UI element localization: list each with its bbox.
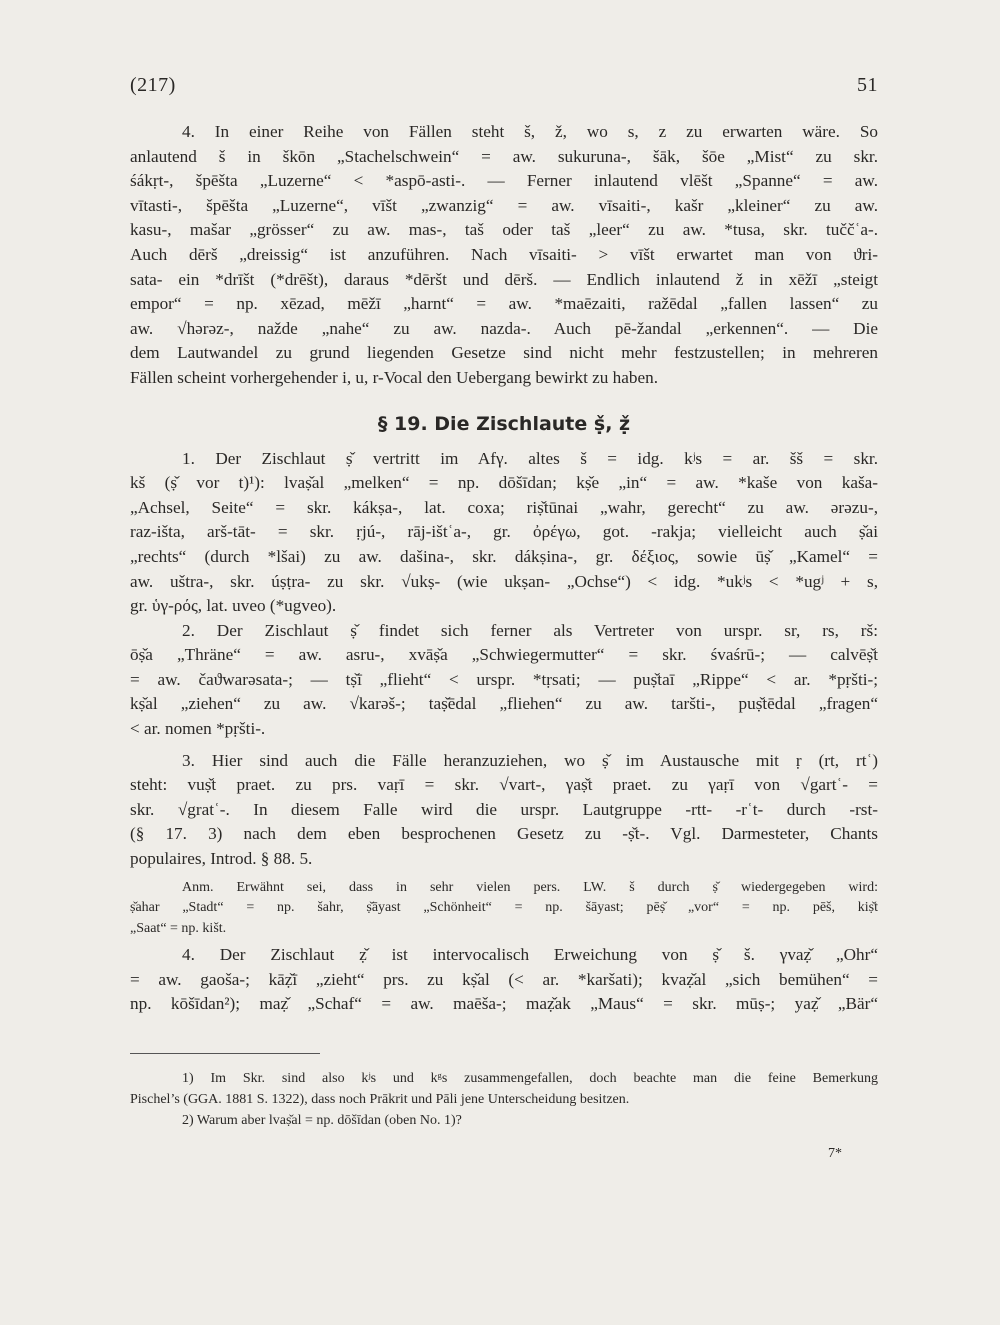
section-3 xyxy=(130,749,878,872)
text-line: aw. √hərəz-, nažde „nahe“ zu aw. nazda-. Auch pē-žandal „erkennen“. — Die xyxy=(130,318,878,338)
text-line: dem Lautwandel zu grund liegenden Gesetze sind nicht mehr festzustellen; in mehreren xyxy=(130,343,878,363)
text-line: 4. Der Zischlaut ẓ̌ ist intervocalisch Erweichung von ṣ̌ š. γvaẓ̌ „Ohr“ xyxy=(182,945,878,965)
main-text xyxy=(130,120,878,1017)
footnotes xyxy=(130,1068,878,1131)
footnote-divider xyxy=(130,1053,320,1054)
text-line: śákṛt-, špēšta „Luzerne“ < *aspō-asti-. — Ferner inlautend vlēšt „Spanne“ = aw. xyxy=(130,171,878,191)
signature-mark: 7* xyxy=(828,1146,842,1161)
text-line: kṣ̌al „ziehen“ zu aw. √karəš-; taṣ̌ēdal „fliehen“ zu aw. taršti-, puṣ̌tēdal „fragen“ xyxy=(130,694,878,714)
text-line: 2. Der Zischlaut ṣ̌ findet sich ferner als Vertreter von urspr. sr, rs, rš: xyxy=(182,620,878,640)
text-line: raz-išta, arš-tāt- = skr. ṛjú-, rāj-ištʿa-, gr. ὀρέγω, got. -rakja; vielleicht auch ṣ̌ai xyxy=(130,522,878,542)
text-line: kasu-, mašar „grösser“ zu aw. mas-, taš oder taš „leer“ zu aw. *tusa, skr. tuččʿa-. xyxy=(130,220,878,240)
section-1 xyxy=(130,447,878,619)
section-title: § 19. Die Zischlaute ṣ̌, ẓ̌ xyxy=(377,412,631,435)
footnote-line: 2) Warum aber lvaṣ̌al = np. dōšīdan (oben No. 1)? xyxy=(182,1113,462,1128)
text-line: gr. ὑγ-ρός, lat. uveo (*ugveo). xyxy=(130,596,337,616)
text-line: „Saat“ = np. kišt. xyxy=(130,920,227,936)
page-ref: (217) xyxy=(130,74,176,96)
text-line: (§ 17. 3) nach dem eben besprochenen Gesetz zu -ṣ̌t-. Vgl. Darmesteter, Chants xyxy=(130,824,878,844)
text-line: ōṣ̌a „Thräne“ = aw. asru-, xvāṣ̌a „Schwiegermutter“ = skr. śvaśrū-; — calvēṣ̌t xyxy=(130,645,878,665)
text-line: anlautend š in škōn „Stachelschwein“ = aw. sukuruna-, šāk, šōe „Mist“ zu skr. xyxy=(130,146,878,166)
text-line: Fällen scheint vorhergehender i, u, r-Vocal den Uebergang bewirkt zu haben. xyxy=(130,367,658,387)
text-line: sata- ein *drīšt (*drēšt), daraus *dēršt und dērš. — Endlich inlautend ž in xēžī „steigt xyxy=(130,269,878,289)
footnote-line: Pischel’s (GGA. 1881 S. 1322), dass noch Prākrit und Pāli jene Unterscheidung besitzen. xyxy=(130,1092,630,1107)
text-line: kš (ṣ̌ vor t)¹): lvaṣ̌al „melken“ = np. dōšīdan; kṣ̌e „in“ = aw. *kaše von kaša- xyxy=(130,473,878,493)
text-line: aw. uštra-, skr. úṣṭra- zu skr. √ukṣ- (wie ukṣan- „Ochse“) < idg. *ukʲs < *ugʲ + s, xyxy=(130,571,878,591)
text-line: „Achsel, Seite“ = skr. kákṣa-, lat. coxa; riṣ̌tūnai „wahr, gerecht“ zu aw. ərəzu-, xyxy=(130,497,878,517)
text-line: np. kōšīdan²); maẓ̌ „Schaf“ = aw. maēša-; maẓ̌ak „Maus“ = skr. mūṣ-; yaẓ̌ „Bär“ xyxy=(130,994,878,1014)
page-header xyxy=(130,74,878,97)
text-line: populaires, Introd. § 88. 5. xyxy=(130,849,313,869)
text-line: < ar. nomen *pṛšti-. xyxy=(130,719,266,739)
section-4 xyxy=(130,943,878,1017)
footnote-line: 1) Im Skr. sind also kʲs und kᵍs zusammengefallen, doch beachte man die feine Bemerkung xyxy=(182,1071,878,1086)
text-line: „rechts“ (durch *lšai) zu aw. dašina-, skr. dákṣina-, gr. δέξιος, sowie ūṣ̌ „Kamel“ = xyxy=(130,546,878,566)
section-2 xyxy=(130,619,878,742)
text-line: steht: vuṣ̌t praet. zu prs. vaṛī = skr. √vart-, γaṣ̌t praet. zu γaṛī von √gartʿ- = xyxy=(130,775,878,795)
page-number: 51 xyxy=(857,74,878,96)
text-line: 3. Hier sind auch die Fälle heranzuziehen, wo ṣ̌ im Austausche mit ṛ (rt, rtʿ) xyxy=(182,750,878,770)
text-line: = aw. gaoša-; kāẓ̌ī „zieht“ prs. zu kṣ̌al (< ar. *karšati); kvaẓ̌al „sich bemühen“ = xyxy=(130,969,878,989)
annotation-note xyxy=(130,878,878,940)
paragraph-4 xyxy=(130,120,878,391)
text-line: ṣ̌ahar „Stadt“ = np. šahr, ṣ̌āyast „Schönheit“ = np. šāyast; pēṣ̌ „vor“ = np. pēš, kiṣ̌t xyxy=(130,900,878,916)
text-line: Anm. Erwähnt sei, dass in sehr vielen pers. LW. š durch ṣ̌ wiedergegeben wird: xyxy=(182,879,878,895)
text-line: 4. In einer Reihe von Fällen steht š, ž, wo s, z zu erwarten wäre. So xyxy=(182,122,878,141)
text-line: Auch dērš „dreissig“ ist anzuführen. Nach vīsaiti- > vīšt erwartet man von ϑri- xyxy=(130,244,878,264)
text-line: skr. √gratʿ-. In diesem Falle wird die urspr. Lautgruppe -rtt- -rʿt- durch -rst- xyxy=(130,799,878,819)
text-line: 1. Der Zischlaut ṣ̌ vertritt im Afγ. altes š = idg. kʲs = ar. šš = skr. xyxy=(182,448,878,468)
text-line: = aw. čaϑwarəsata-; — tṣ̌ī „flieht“ < urspr. *tṛsati; — puṣ̌taī „Rippe“ < ar. *pṛšti-; xyxy=(130,669,878,689)
text-line: vītasti-, špēšta „Luzerne“, vīšt „zwanzig“ = aw. vīsaiti-, kašr „kleiner“ zu aw. xyxy=(130,195,878,215)
text-line: empor“ = np. xēzad, mēžī „harnt“ = aw. *maēzaiti, ražēdal „fallen lassen“ zu xyxy=(130,294,878,314)
